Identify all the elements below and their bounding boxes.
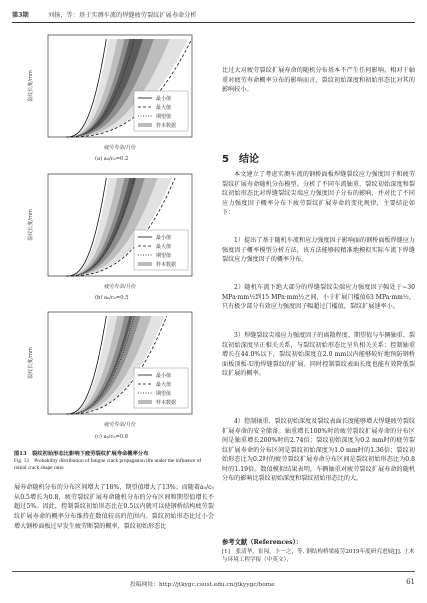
section-heading: 5 结论 xyxy=(222,154,259,165)
panel-c-plot xyxy=(27,312,192,428)
legend-label: 最大值 xyxy=(156,243,172,250)
issue-number: 第3期 xyxy=(12,12,29,19)
page-header xyxy=(12,8,415,20)
legend-label: 期望值 xyxy=(156,390,172,397)
conclusion-2: 2）随机车流下绝大部分的焊缝裂纹尖端应力强度因子幅处于~30 MPa·mm½到15 MPa·mm½之间，小于扩展门槛值63 MPa·mm½，只有极少部分有效应力强度因子幅超过门槛值，裂纹扩展速率小。 xyxy=(222,284,415,310)
y-axis-label: 裂纹长度/mm xyxy=(28,70,34,102)
panel-b-plot xyxy=(27,174,192,290)
submission-site: 投稿网址：http://jtkygc.csust.edu.cn/jtkyygc/home xyxy=(130,582,275,588)
legend-label: 样本数据 xyxy=(156,399,177,406)
page-number: 61 xyxy=(406,578,415,586)
caption-cn: 图13 裂纹初始形态比影响下疲劳裂纹扩展寿命概率分布 xyxy=(14,451,149,457)
y-axis-label: 裂纹长度/mm xyxy=(28,347,34,379)
figure-caption xyxy=(14,451,214,473)
references-heading: 参考文献（References）： xyxy=(222,539,303,546)
x-axis-label: 疲劳寿命/月份 xyxy=(104,284,136,290)
legend-label: 最大值 xyxy=(156,104,172,111)
legend-label: 最大值 xyxy=(156,381,172,388)
legend-label: 最小值 xyxy=(156,95,172,102)
legend-label: 最小值 xyxy=(156,234,172,241)
caption-en: Fig. 13 Probability distribution of fatigue crack propagation life under the influence of initial crack shape ratio xyxy=(14,458,202,472)
figure-panel-b xyxy=(22,168,207,294)
footer-rule xyxy=(12,571,415,572)
conclusion-3: 3）焊缝裂纹尖端应力强度因子的离散程度、期望值与车辆轴重、裂纹初始深度呈正相关关系，与裂纹初始形态比呈负相关关系；控制轴重增长在44.0%以下，裂纹初始深度在2.0 mm以内能够较好地预防钢桥面板顶板-U肋焊缝裂纹的扩展。同时控制裂纹表面长度也能有效降低裂纹扩展的概率。 xyxy=(222,332,415,377)
legend-label: 样本数据 xyxy=(156,122,177,129)
panel-c-label: (c) a₀/c₀=0.8 xyxy=(95,434,129,440)
running-title: 刘扬，等：基于实测车流的焊缝疲劳裂纹扩展寿命分析 xyxy=(48,12,197,19)
conclusion-intro: 本文建立了考虑实测车流的钢桥面板焊缝裂纹应力强度因子和疲劳裂纹扩展寿命随机分布模型。分析了不同车流轴重、裂纹初始深度和裂纹初始形态比对焊缝裂纹尖端应力强度因子分布的影响，并对比了不同应力强度因子概率分布下疲劳裂纹扩展寿命的变化规律，主要结论如下： xyxy=(222,171,415,216)
left-body-text: 展寿命随机分布的分布区间增大了18%，期望值增大了13%；而随着a₀/c₀从0.5增长为0.8，疲劳裂纹扩展寿命随机分布的分布区间和期望值增长不超过5%。因此，控制裂纹初始形态比在0.5以内就可以使钢桥结构疲劳裂纹扩展寿命的概率分布维持在数值较高的范围内。裂纹初始形态比过小会增大钢桥面板过早发生疲劳断裂的概率，裂纹初始形态比 xyxy=(14,484,214,530)
conclusion-4: 4）控制轴重、裂纹初始深度及裂纹表面长度能够增大焊缝疲劳裂纹扩展寿命的安全储备。轴重增长100%时的疲劳裂纹扩展寿命的分布区间是轴重增长200%时的2.74倍；裂纹初始深度为0.2 mm时的疲劳裂纹扩展寿命的分布区间是裂纹初始深度为1.0 mm时的1.36倍；裂纹初始形态比为0.2时的疲劳裂纹扩展寿命分布区间是裂纹初始形态比为0.8时的1.19倍。数值模拟结果表明，车辆轴重对疲劳裂纹扩展寿命的随机分布的影响比裂纹初始深度和裂纹初始形态比的大。 xyxy=(222,418,415,482)
right-top-text: 比过大对疲劳裂纹扩展寿命的随机分布基本不产生任何影响。相对于轴重对疲劳寿命概率分布的影响而言，裂纹初始深度和初始形态比对其的影响较小。 xyxy=(222,67,415,94)
panel-a-plot xyxy=(27,35,192,151)
panel-a-label: (a) a₀/c₀=0.2 xyxy=(95,156,129,162)
header-rule xyxy=(12,22,415,23)
figure-panel-c xyxy=(22,306,207,432)
conclusion-1: 1）提出了基于随机车流和应力强度因子影响面的钢桥面板焊缝应力强度因子概率模型分析方法，该方法能够较精准地模拟实际车流下焊缝裂纹应力强度因子的概率分布。 xyxy=(222,237,415,263)
figure-panel-a xyxy=(22,29,207,155)
x-axis-label: 疲劳寿命/月份 xyxy=(104,145,136,151)
reference-item: [1] 张清华，崔闯，卜一之，等. 钢结构桥梁疲劳2019年度研究进展[J]. 土木与环境工程学报（中英文）， xyxy=(222,549,415,563)
panel-b-label: (b) a₀/c₀=0.5 xyxy=(95,295,129,301)
legend-label: 样本数据 xyxy=(156,261,177,268)
legend-label: 期望值 xyxy=(156,252,172,259)
x-axis-label: 疲劳寿命/月份 xyxy=(104,422,136,428)
legend-label: 期望值 xyxy=(156,113,172,120)
y-axis-label: 裂纹长度/mm xyxy=(28,209,34,241)
legend-label: 最小值 xyxy=(156,372,172,379)
